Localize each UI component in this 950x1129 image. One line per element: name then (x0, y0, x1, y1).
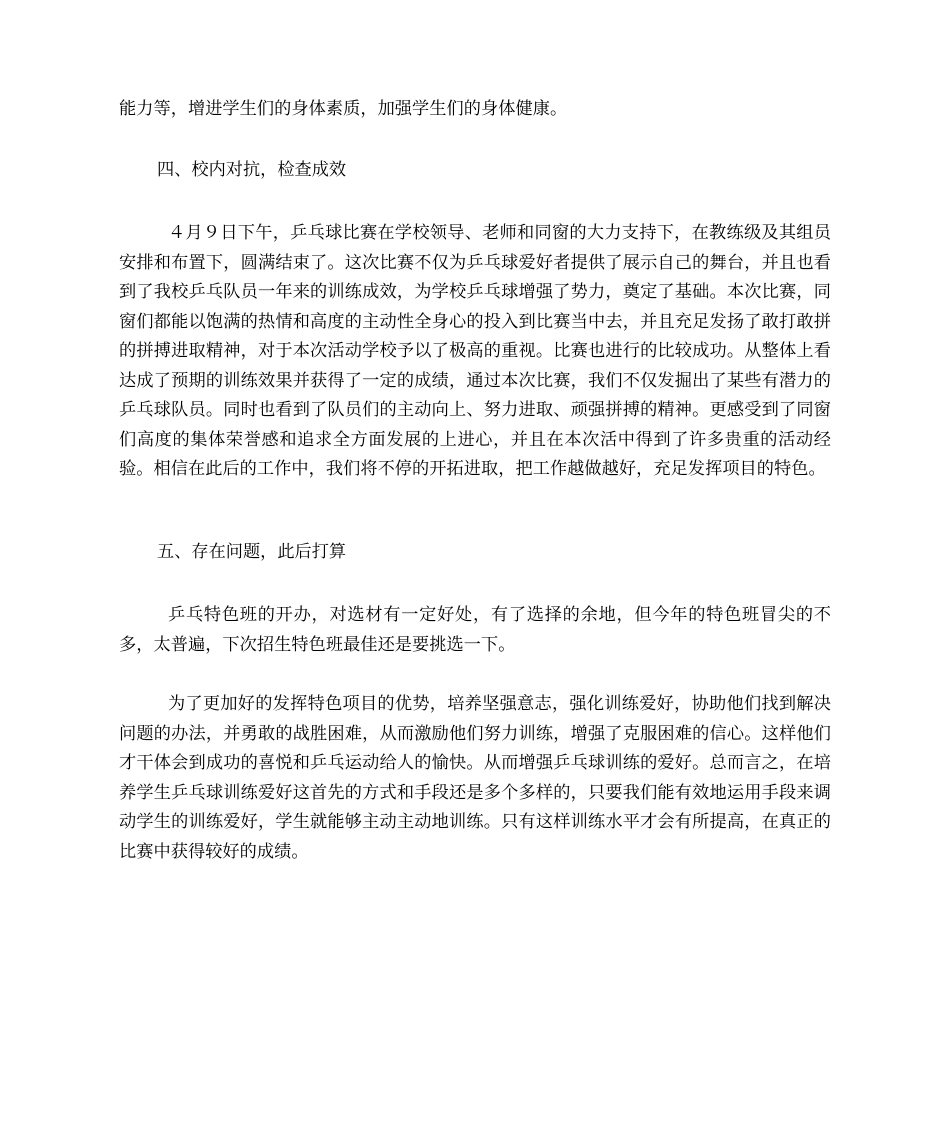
paragraph-competition-results: ４月９日下午，乒乓球比赛在学校领导、老师和同窗的大力支持下，在教练级及其组员安排和布置下，圆满结束了。这次比赛不仅为乒乓球爱好者提供了展示自己的舞台，并且也看到了我校乒乓队员一年来的训练成效，为学校乒乓球增强了势力，奠定了基础。本次比赛，同窗们都能以饱满的热情和高度的主动性全身心的投入到比赛当中去，并且充足发扬了敢打敢拼的拼搏进取精神，对于本次活动学校予以了极高的重视。比赛也进行的比较成功。从整体上看达成了预期的训练效果并获得了一定的成绩，通过本次比赛，我们不仅发掘出了某些有潜力的乒乓球队员。同时也看到了队员们的主动向上、努力进取、顽强拼搏的精神。更感受到了同窗们高度的集体荣誉感和追求全方面发展的上进心，并且在本次活中得到了许多贵重的活动经验。相信在此后的工作中，我们将不停的开拓进取，把工作越做越好，充足发挥项目的特色。 (119, 223, 831, 479)
paragraph-special-class: 乒乓特色班的开办，对选材有一定好处，有了选择的余地，但今年的特色班冒尖的不多，太普遍，下次招生特色班最佳还是要挑选一下。 (119, 605, 831, 655)
paragraph-continuation: 能力等，增进学生们的身体素质，加强学生们的身体健康。 (119, 99, 568, 119)
paragraph-conclusion: 为了更加好的发挥特色项目的优势，培养坚强意志，强化训练爱好，协助他们找到解决问题的办法，并勇敢的战胜困难，从而激励他们努力训练，增强了克服困难的信心。这样他们才干体会到成功的喜悦和乒乓运动给人的愉快。从而增强乒乓球训练的爱好。总而言之，在培养学生乒乓球训练爱好这首先的方式和手段还是多个多样的，只要我们能有效地运用手段来调动学生的训练爱好，学生就能够主动主动地训练。只有这样训练水平才会有所提高，在真正的比赛中获得较好的成绩。 (119, 694, 831, 862)
section-heading-4: 四、校内对抗，检查成效 (157, 160, 347, 180)
section-heading-5: 五、存在问题，此后打算 (157, 542, 347, 562)
